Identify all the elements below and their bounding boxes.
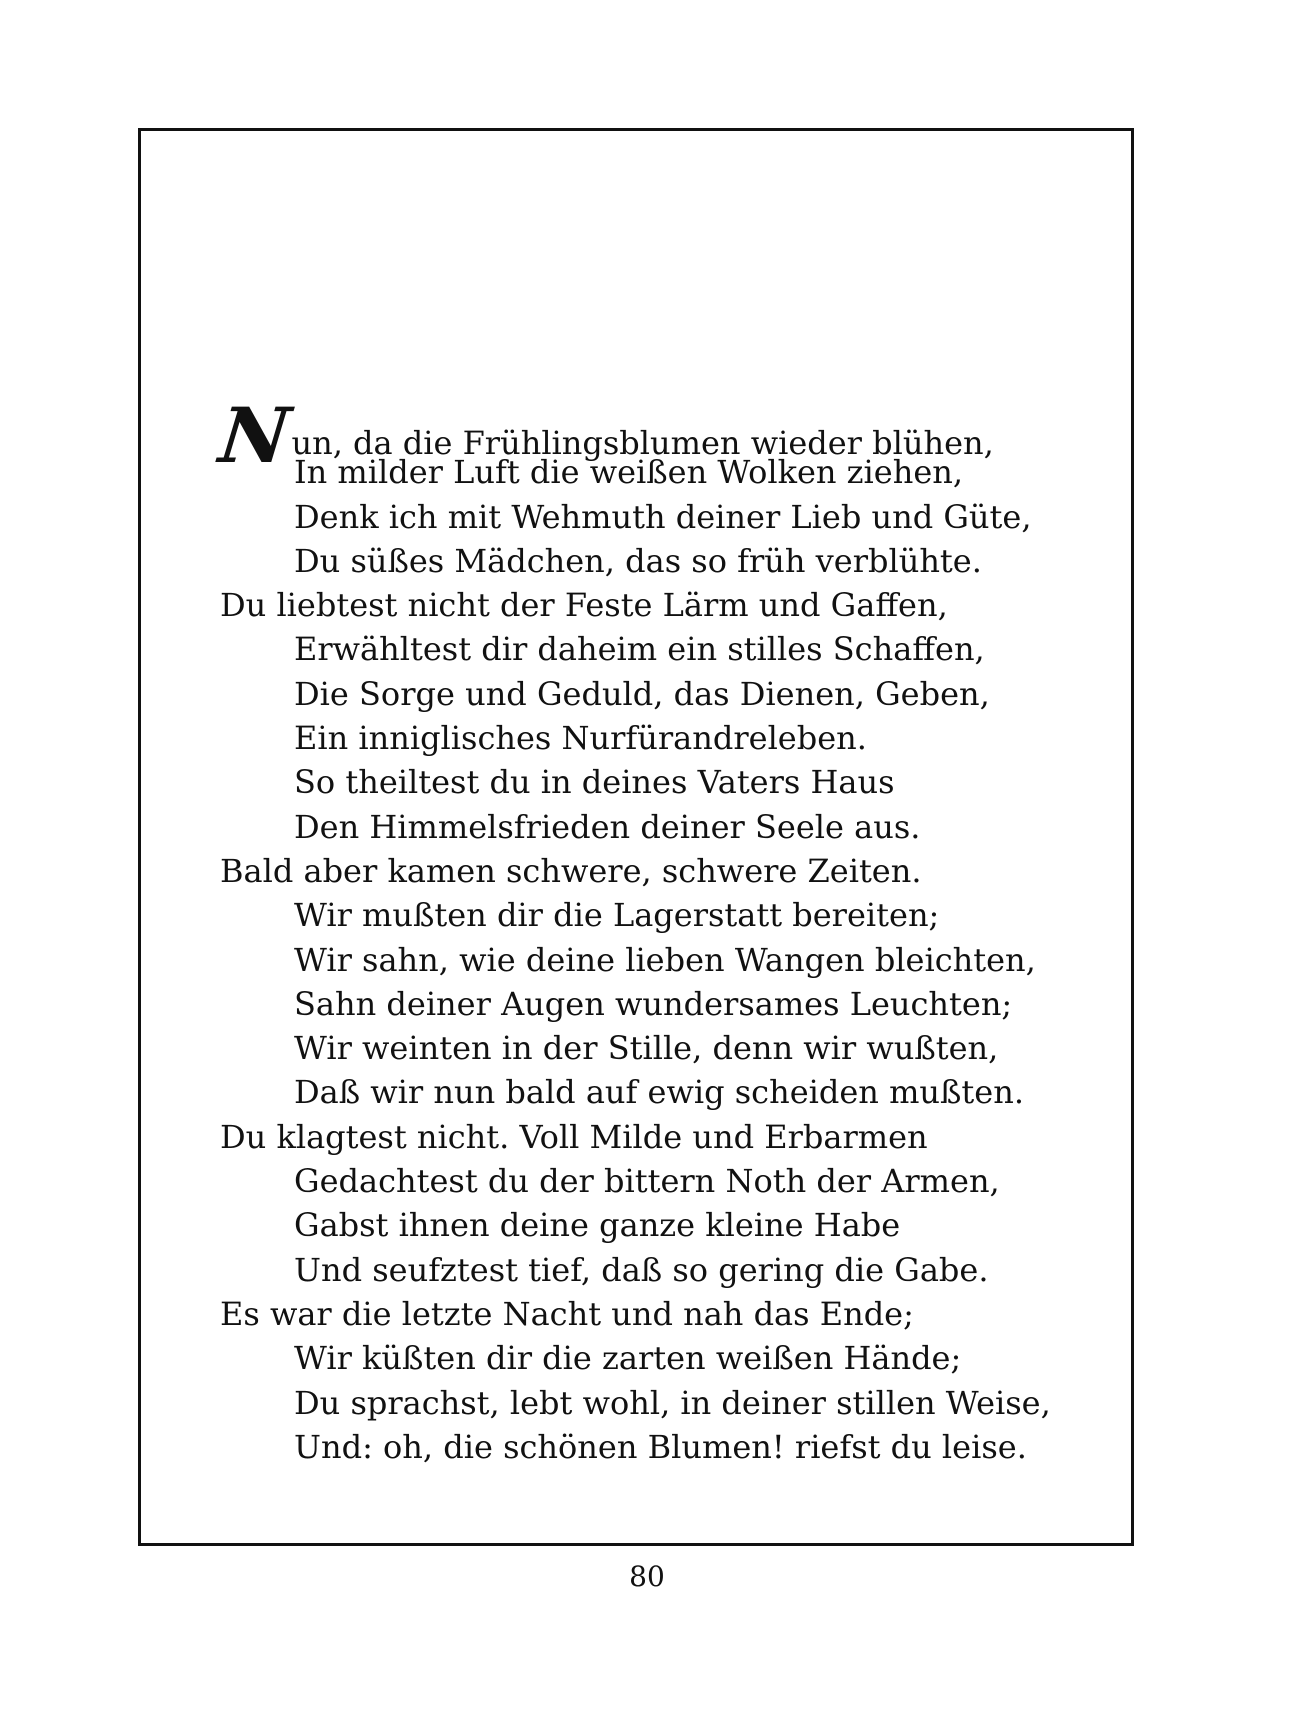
poem-line: Ein inniglisches Nurfürandreleben. — [294, 719, 867, 758]
first-line-text: un, da die Frühlingsblumen wieder blühen, — [291, 424, 994, 462]
poem-line: Gabst ihnen deine ganze kleine Habe — [294, 1206, 901, 1245]
poem-line: Es war die letzte Nacht und nah das Ende; — [220, 1294, 914, 1333]
poem-line: Du klagtest nicht. Voll Milde und Erbarmen — [220, 1117, 928, 1156]
page-number: 80 — [629, 1560, 665, 1593]
poem-line: Wir sahn, wie deine lieben Wangen bleichten, — [294, 940, 1036, 979]
poem-line: Wir mußten dir die Lagerstatt bereiten; — [294, 896, 940, 935]
poem-line: Und seufztest tief, daß so gering die Gabe. — [294, 1250, 989, 1289]
poem-line: Wir küßten dir die zarten weißen Hände; — [294, 1339, 962, 1378]
poem-line: Daß wir nun bald auf ewig scheiden mußten. — [294, 1073, 1024, 1112]
poem-line: Du süßes Mädchen, das so früh verblühte. — [294, 541, 982, 580]
poem-line: Wir weinten in der Stille, denn wir wußten, — [294, 1029, 999, 1068]
poem-line: Gedachtest du der bittern Noth der Armen, — [294, 1162, 1000, 1201]
poem-line: Den Himmelsfrieden deiner Seele aus. — [294, 807, 921, 846]
poem-line: Denk ich mit Wehmuth deiner Lieb und Güte, — [294, 497, 1032, 536]
poem-line: In milder Luft die weißen Wolken ziehen, — [294, 453, 964, 492]
poem-line: Bald aber kamen schwere, schwere Zeiten. — [220, 851, 922, 890]
poem-line: Sahn deiner Augen wundersames Leuchten; — [294, 984, 1013, 1023]
poem-line: Erwähltest dir daheim ein stilles Schaffen, — [294, 630, 985, 669]
poem-line: Du sprachst, lebt wohl, in deiner stillen Weise, — [294, 1383, 1051, 1422]
poem-line: Du liebtest nicht der Feste Lärm und Gaffen, — [220, 586, 948, 625]
poem-line: Und: oh, die schönen Blumen! riefst du leise. — [294, 1427, 1027, 1466]
drop-cap: N — [215, 391, 295, 480]
poem-line: Die Sorge und Geduld, das Dienen, Geben, — [294, 674, 990, 713]
poem — [215, 391, 1100, 1469]
poem-line: So theiltest du in deines Vaters Haus — [294, 763, 895, 802]
poem-lines — [220, 450, 1100, 1469]
